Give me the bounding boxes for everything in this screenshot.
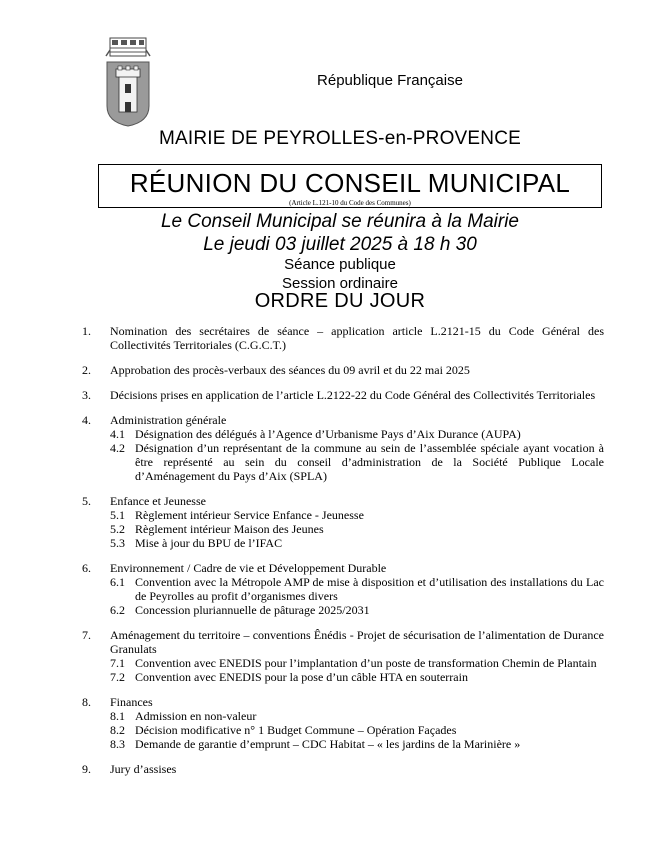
agenda-item-text: Nomination des secrétaires de séance – application article L.2121-15 du Code Général des Collectivités Territoriales (C.G.C.T.)	[110, 324, 604, 352]
town-crest-icon	[104, 36, 152, 128]
agenda-subitem-text: Mise à jour du BPU de l’IFAC	[135, 536, 283, 550]
agenda-item	[82, 561, 604, 617]
agenda-item	[82, 413, 604, 483]
agenda-subitem-text: Décision modificative n° 1 Budget Commune – Opération Façades	[135, 723, 457, 737]
agenda-subitem-number: 5.3	[110, 536, 125, 550]
agenda-subitem-number: 4.2	[110, 441, 125, 455]
agenda-subitem	[110, 723, 604, 737]
republique-label: République Française	[317, 72, 463, 89]
agenda-subitem-text: Convention avec ENEDIS pour la pose d’un câble HTA en souterrain	[135, 670, 468, 684]
agenda-subitem	[110, 427, 604, 441]
agenda-item-number: 4.	[82, 413, 91, 427]
article-reference: (Article L.121-10 du Code des Communes)	[289, 199, 411, 207]
agenda-subitem	[110, 709, 604, 723]
agenda-item-text: Aménagement du territoire – conventions Ênédis - Projet de sécurisation de l’alimentation de Durance Granulats	[110, 628, 604, 656]
agenda-item	[82, 494, 604, 550]
agenda-item-text: Décisions prises en application de l’article L.2122-22 du Code Général des Collectivités Territoriales	[110, 388, 596, 402]
agenda-item-text: Jury d’assises	[110, 762, 177, 776]
agenda-subitem	[110, 737, 604, 751]
agenda-item-number: 5.	[82, 494, 91, 508]
agenda-item	[82, 762, 604, 776]
agenda-subitem-text: Désignation d’un représentant de la commune au sein de l’assemblée spéciale ayant vocation à être représenté au sein du conseil d’administration de la Société Publique Locale d’Aménagement du Pays d’Aix (SPLA)	[135, 441, 604, 483]
agenda-item-text: Approbation des procès-verbaux des séances du 09 avril et du 22 mai 2025	[110, 363, 470, 377]
agenda-subitem-number: 5.2	[110, 522, 125, 536]
agenda-subitem-number: 7.1	[110, 656, 125, 670]
agenda-subitem-text: Demande de garantie d’emprunt – CDC Habitat – « les jardins de la Marinière »	[135, 737, 521, 751]
page-title: RÉUNION DU CONSEIL MUNICIPAL	[129, 168, 571, 198]
agenda-item-number: 9.	[82, 762, 91, 776]
agenda-subitem	[110, 522, 604, 536]
agenda-subitem	[110, 670, 604, 684]
seance-label: Séance publique	[284, 256, 396, 273]
agenda-subitem	[110, 536, 604, 550]
agenda-subitem-number: 6.2	[110, 603, 125, 617]
agenda-item-number: 1.	[82, 324, 91, 338]
agenda-subitem-number: 5.1	[110, 508, 125, 522]
agenda-subitem-text: Désignation des délégués à l’Agence d’Urbanisme Pays d’Aix Durance (AUPA)	[135, 427, 521, 441]
agenda-subitem-number: 4.1	[110, 427, 125, 441]
agenda-list	[82, 324, 604, 787]
ordre-du-jour-heading: ORDRE DU JOUR	[254, 290, 426, 312]
agenda-item	[82, 628, 604, 684]
agenda-subitem	[110, 508, 604, 522]
agenda-subitem-number: 8.2	[110, 723, 125, 737]
agenda-subitem-number: 6.1	[110, 575, 125, 589]
agenda-subitem-text: Convention avec la Métropole AMP de mise à disposition et d’utilisation des installations du Lac de Peyrolles au profit d’organismes divers	[135, 575, 604, 603]
agenda-item-text: Enfance et Jeunesse	[110, 494, 206, 508]
agenda-subitem	[110, 656, 604, 670]
mairie-heading: MAIRIE DE PEYROLLES-en-PROVENCE	[158, 128, 522, 149]
session-label: Session ordinaire	[282, 275, 398, 292]
agenda-item-number: 3.	[82, 388, 91, 402]
agenda-item-number: 2.	[82, 363, 91, 377]
meeting-date: Le jeudi 03 juillet 2025 à 18 h 30	[203, 234, 477, 255]
title-box	[98, 164, 602, 208]
agenda-subitem	[110, 441, 604, 483]
agenda-subitem	[110, 603, 604, 617]
agenda-subitem-number: 8.1	[110, 709, 125, 723]
agenda-subitem-text: Concession pluriannuelle de pâturage 2025/2031	[135, 603, 370, 617]
agenda-item	[82, 695, 604, 751]
agenda-item-text: Finances	[110, 695, 153, 709]
agenda-subitem-number: 8.3	[110, 737, 125, 751]
agenda-item-number: 8.	[82, 695, 91, 709]
agenda-item-text: Administration générale	[110, 413, 227, 427]
agenda-item-number: 6.	[82, 561, 91, 575]
agenda-item	[82, 388, 604, 402]
agenda-subitem	[110, 575, 604, 603]
agenda-subitem-text: Admission en non-valeur	[135, 709, 257, 723]
agenda-item	[82, 324, 604, 352]
agenda-item-number: 7.	[82, 628, 91, 642]
agenda-subitem-text: Convention avec ENEDIS pour l’implantation d’un poste de transformation Chemin de Plantain	[135, 656, 597, 670]
agenda-item-text: Environnement / Cadre de vie et Développement Durable	[110, 561, 387, 575]
agenda-subitem-text: Règlement intérieur Maison des Jeunes	[135, 522, 324, 536]
agenda-subitem-number: 7.2	[110, 670, 125, 684]
meeting-location: Le Conseil Municipal se réunira à la Mairie	[160, 211, 519, 232]
agenda-subitem-text: Règlement intérieur Service Enfance - Jeunesse	[135, 508, 364, 522]
agenda-item	[82, 363, 604, 377]
